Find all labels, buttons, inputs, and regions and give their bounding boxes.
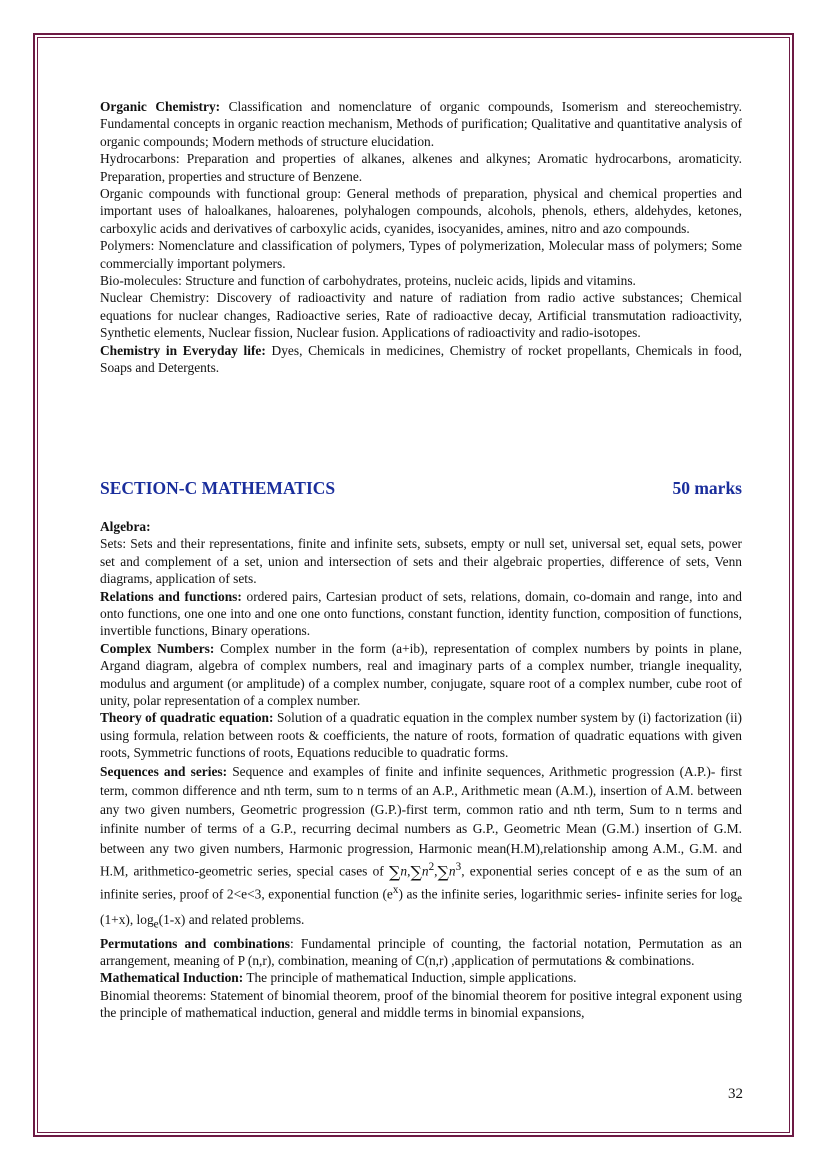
- sequences-text-5: (1-x) and related problems.: [158, 911, 305, 927]
- complex-numbers-title: Complex Numbers:: [100, 640, 215, 656]
- everyday-chemistry-text: Dyes, Chemicals in medicines, Chemistry of rocket propellants, Chemicals in food, Soaps and Detergents.: [100, 342, 742, 376]
- sum-comma: ,: [434, 863, 438, 879]
- relations-title: Relations and functions:: [100, 588, 242, 604]
- polymers-text: Nomenclature and classification of polymers, Types of polymerization, Molecular mass of polymers; Some commercially important polymers.: [100, 238, 742, 271]
- algebra-heading: [100, 518, 742, 535]
- quadratic-text: Solution of a quadratic equation in the complex number system by (i) factorization (ii) using formula, relation between roots & coefficients, the nature of roots, formation of quadratic equations with given roots, Symmetric functions of roots, Equations reducible to quadratic forms.: [100, 710, 743, 761]
- sequences-text-4: (1+x), log: [100, 911, 154, 927]
- organic-chemistry-text: Classification and nomenclature of organic compounds, Isomerism and stereochemistry. Fundamental concepts in organic reaction mechanism, Methods of purification; Qualitative and quantitative analysis of organic compounds; Modern methods of structure elucidation.: [100, 99, 742, 149]
- sequences-text-2: , exponential series concept of e as the sum of an infinite series, proof of 2<e<3, exponential function (e: [100, 863, 742, 902]
- sigma-symbol: ∑: [410, 862, 422, 882]
- binomial-paragraph: [100, 987, 742, 1022]
- functional-group-title: Organic compounds with functional group:: [100, 186, 342, 202]
- superscript-2: 2: [428, 860, 435, 873]
- polymers-title: Polymers:: [100, 238, 155, 254]
- page-number: 32: [728, 1086, 743, 1102]
- nuclear-chemistry-paragraph: [100, 289, 742, 341]
- permutations-text: : Fundamental principle of counting, the factorial notation, Permutation as an arrangement, meaning of P (n,r), combination, meaning of C(n,r) ,application of permutations & combinations.: [100, 935, 743, 968]
- organic-chemistry-paragraph: [100, 98, 742, 150]
- permutations-title: Permutations and combinations: [100, 935, 290, 951]
- functional-group-paragraph: [100, 185, 742, 237]
- sum-comma: ,: [407, 863, 411, 879]
- section-title: SECTION-C MATHEMATICS: [100, 478, 336, 498]
- polymers-paragraph: [100, 237, 742, 272]
- binomial-title: Binomial theorems:: [100, 987, 207, 1003]
- functional-group-text: General methods of preparation, physical and chemical properties and important uses of haloalkanes, haloarenes, polyhalogen compounds, alcohols, phenols, ethers, aldehydes, ketones, carboxylic acids and derivatives of carboxylic acids, cyanides, isocyanides, amines, nitro and azo compounds.: [100, 186, 742, 236]
- sum-n-squared: n: [421, 863, 429, 879]
- subscript-e: e: [737, 893, 743, 906]
- sum-n-cubed: n: [448, 863, 456, 879]
- sequences-text-3: ) as the infinite series, logarithmic series- infinite series for log: [398, 886, 738, 902]
- biomolecules-paragraph: [100, 272, 742, 289]
- relations-text: ordered pairs, Cartesian product of sets, relations, domain, co-domain and range, into and onto functions, one one into and one one onto functions, constant function, identity function, composition of functions, invertible functions, Binary operations.: [100, 588, 742, 639]
- section-marks: 50 marks: [672, 478, 742, 498]
- sigma-symbol: ∑: [388, 862, 401, 882]
- sequences-paragraph: [100, 762, 742, 935]
- everyday-chemistry-paragraph: [100, 342, 742, 377]
- sum-n: n: [400, 863, 408, 879]
- induction-title: Mathematical Induction:: [100, 970, 244, 986]
- section-heading: [100, 478, 742, 499]
- subscript-e: e: [153, 918, 159, 931]
- sequences-text-1: Sequence and examples of finite and infinite sequences, Arithmetic progression (A.P.)- first term, common difference and nth term, sum to n terms of an A.P., Arithmetic mean (A.M.), insertion of A.M. between any two given numbers, Geometric progression (G.P.)-first term, common ratio and nth term, Sum to n terms and infinite number of terms of a G.P., recurring decimal numbers as G.P., Geometric Mean (G.M.) insertion of G.M. between any two given numbers, Harmonic progression, Harmonic mean(H.M),relationship among A.M., G.M. and H.M, arithmetico-geometric series, special cases of: [100, 763, 742, 879]
- quadratic-title: Theory of quadratic equation:: [100, 710, 274, 726]
- relations-paragraph: [100, 588, 742, 640]
- everyday-chemistry-title: Chemistry in Everyday life:: [100, 342, 266, 358]
- induction-text: The principle of mathematical Induction, simple applications.: [246, 970, 577, 986]
- mathematics-content: [100, 518, 742, 1022]
- sequences-title: Sequences and series:: [100, 763, 228, 779]
- nuclear-chemistry-text: Discovery of radioactivity and nature of radiation from radio active substances; Chemical equations for nuclear changes, Radioactive series, Rate of radioactive decay, Artificial transmutation radioactivity, Synthetic elements, Nuclear fission, Nuclear fusion. Applications of radioactivity and radio-isotopes.: [100, 290, 742, 341]
- sets-paragraph: Sets: Sets and their representations, finite and infinite sets, subsets, empty or null set, universal set, equal sets, power set and complement of a set, union and intersection of sets and their algebraic properties, difference of sets, Venn diagrams, application of sets.: [100, 536, 742, 587]
- permutations-paragraph: [100, 935, 742, 970]
- algebra-title: Algebra:: [100, 519, 151, 534]
- chemistry-content: [100, 98, 742, 377]
- biomolecules-title: Bio-molecules:: [100, 273, 182, 289]
- binomial-text: Statement of binomial theorem, proof of the binomial theorem for positive integral exponent using the principle of mathematical induction, general and middle terms in binomial expansions,: [100, 987, 742, 1021]
- complex-numbers-paragraph: [100, 640, 742, 710]
- superscript-x: x: [392, 884, 399, 897]
- superscript-3: 3: [455, 860, 462, 873]
- complex-numbers-text: Complex number in the form (a+ib), representation of complex numbers by points in plane, Argand diagram, algebra of complex numbers, real and imaginary parts of a complex number, triangle inequality, modulus and argument (or amplitude) of a complex number, conjugate, square root of a complex number, cube root of unity, polar representation of a complex number.: [100, 640, 742, 709]
- quadratic-paragraph: [100, 709, 742, 761]
- nuclear-chemistry-title: Nuclear Chemistry:: [100, 290, 210, 306]
- organic-chemistry-title: Organic Chemistry:: [100, 99, 221, 114]
- induction-paragraph: [100, 969, 742, 986]
- biomolecules-text: Structure and function of carbohydrates, proteins, nucleic acids, lipids and vitamins.: [185, 273, 636, 289]
- sigma-symbol: ∑: [437, 862, 449, 882]
- hydrocarbons-paragraph: Hydrocarbons: Preparation and properties of alkanes, alkenes and alkynes; Aromatic hydrocarbons, aromaticity. Preparation, properties and structure of Benzene.: [100, 151, 742, 184]
